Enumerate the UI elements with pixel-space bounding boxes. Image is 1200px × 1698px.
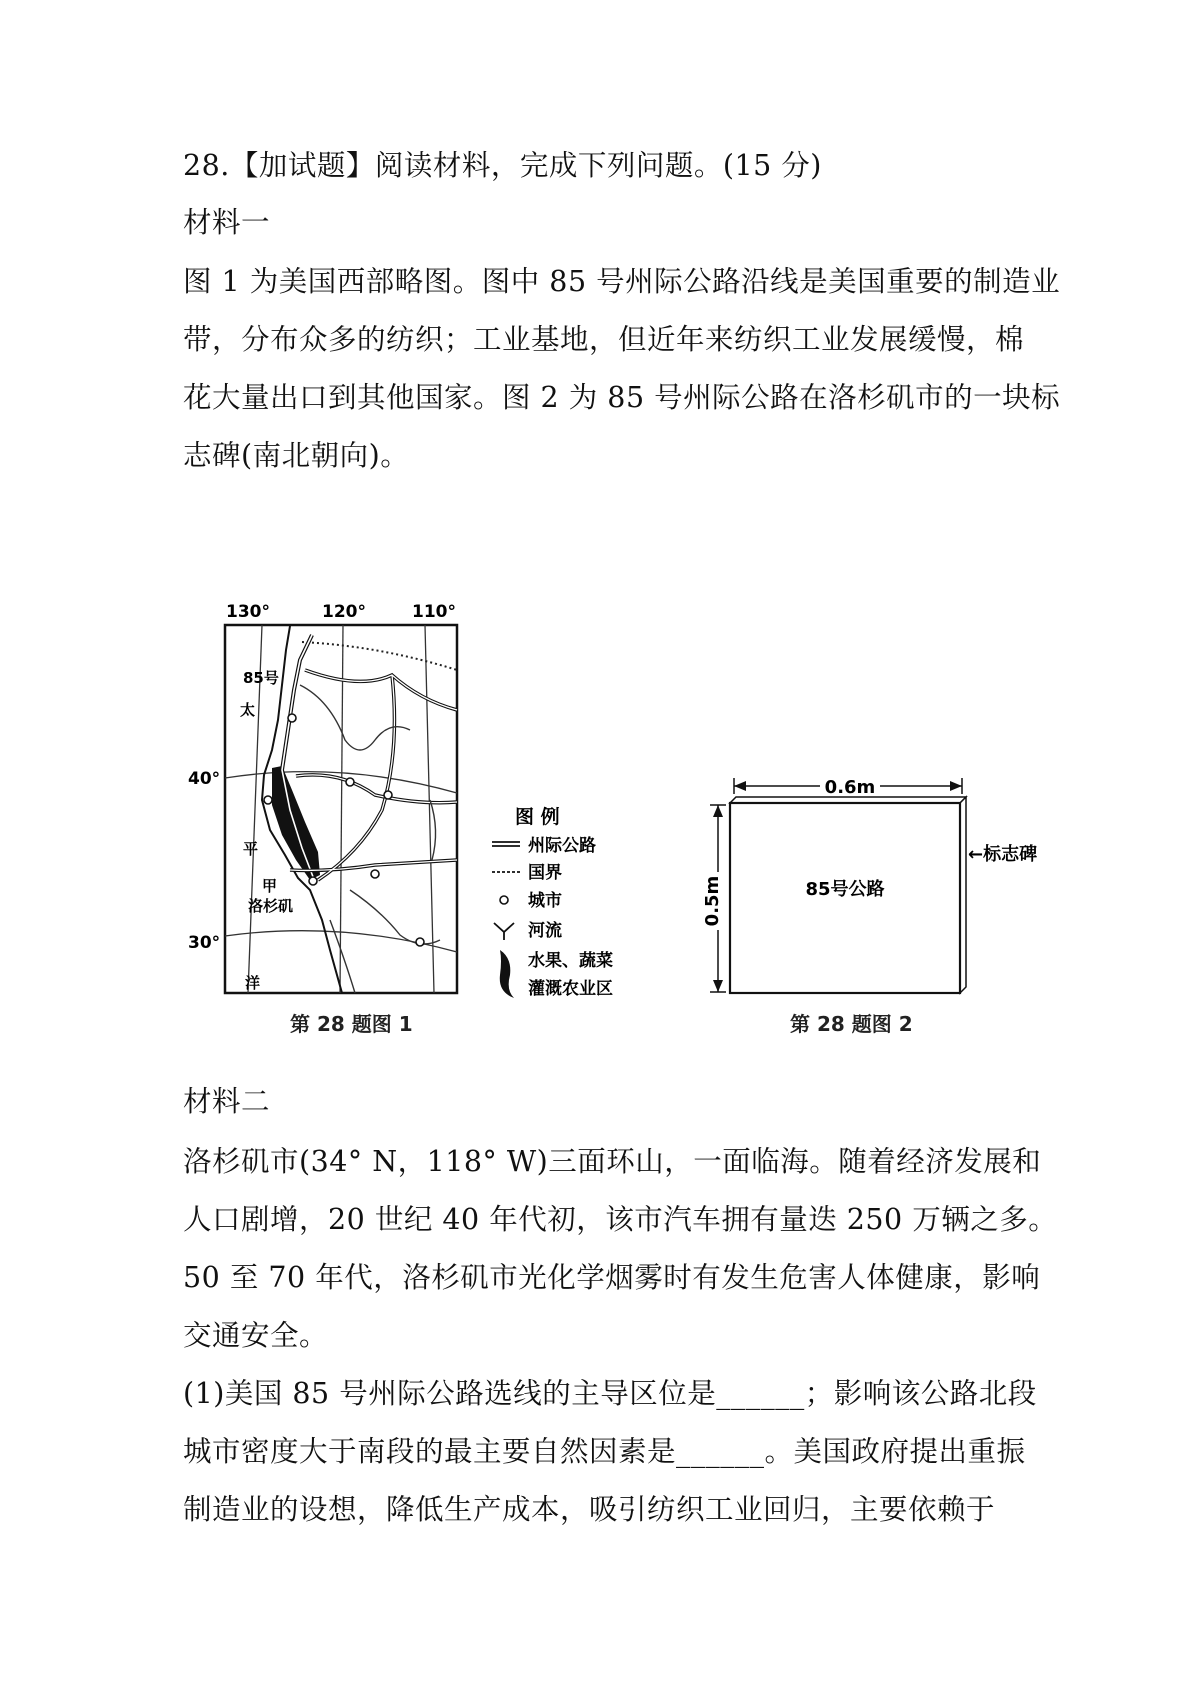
legend-title: 图 例: [515, 806, 560, 828]
legend-item-river: 河流: [528, 921, 562, 941]
figures-svg: [0, 590, 1200, 1060]
q1-line-2: 城市密度大于南段的最主要自然因素是______。美国政府提出重振: [183, 1435, 1026, 1468]
q1-line-3: 制造业的设想，降低生产成本，吸引纺织工业回归，主要依赖于: [183, 1493, 996, 1526]
figures-area: [0, 590, 1200, 1060]
q1-line-1: (1)美国 85 号州际公路选线的主导区位是______；影响该公路北段: [183, 1377, 1037, 1410]
legend-item-highway: 州际公路: [528, 836, 596, 856]
legend-item-city: 城市: [528, 891, 562, 911]
material2-line-1: 洛杉矶市(34° N，118° W)三面环山，一面临海。随着经济发展和: [183, 1145, 1042, 1178]
map-label-road: 85号: [243, 669, 279, 687]
legend-item-fruit: 水果、蔬菜: [528, 951, 613, 971]
material1-line-4: 志碑(南北朝向)。: [183, 439, 410, 472]
material2-line-3: 50 至 70 年代，洛杉矶市光化学烟雾时有发生危害人体健康，影响: [183, 1261, 1041, 1294]
map-label-ocean1: 太: [240, 701, 256, 719]
width-label: 0.6m: [824, 777, 876, 798]
material1-line-2: 带，分布众多的纺织；工业基地，但近年来纺织工业发展缓慢，棉: [183, 323, 1025, 356]
map-label-ocean2: 平: [243, 840, 259, 858]
material2-title: 材料二: [183, 1085, 271, 1118]
material1-line-3: 花大量出口到其他国家。图 2 为 85 号州际公路在洛杉矶市的一块标: [183, 381, 1061, 414]
lon-label-120: 120°: [322, 602, 366, 622]
material2-line-2: 人口剧增，20 世纪 40 年代初，该市汽车拥有量迭 250 万辆之多。: [183, 1203, 1058, 1236]
legend-symbol-city: [500, 896, 508, 904]
lon-label-110: 110°: [412, 602, 456, 622]
figure2-caption: 第 28 题图 2: [790, 1012, 913, 1036]
legend-item-border: 国界: [528, 863, 562, 883]
legend-symbol-agri: [500, 950, 514, 998]
sign-text: 85号公路: [805, 879, 885, 900]
height-label: 0.5m: [702, 875, 723, 927]
material2-line-4: 交通安全。: [183, 1319, 329, 1352]
sign-pointer-label: ←标志碑: [968, 844, 1038, 865]
figure2-sign: [702, 777, 1037, 1036]
map-label-city-jia: 甲: [262, 877, 278, 895]
lat-label-40: 40°: [188, 769, 221, 789]
material1-line-1: 图 1 为美国西部略图。图中 85 号州际公路沿线是美国重要的制造业: [183, 265, 1061, 298]
material1-title: 材料一: [183, 206, 271, 239]
figure1-legend: [492, 805, 613, 999]
legend-symbol-river: [494, 923, 514, 940]
map-label-ocean3: 洋: [245, 974, 261, 992]
lat-label-30: 30°: [188, 933, 221, 953]
legend-item-irrigation: 灌溉农业区: [528, 979, 613, 999]
figure1-map: [188, 602, 457, 1036]
lon-label-130: 130°: [226, 602, 270, 622]
map-label-la: 洛杉矶: [248, 897, 294, 915]
question-heading: 28.【加试题】阅读材料，完成下列问题。(15 分): [183, 149, 822, 182]
figure1-caption: 第 28 题图 1: [290, 1012, 413, 1036]
